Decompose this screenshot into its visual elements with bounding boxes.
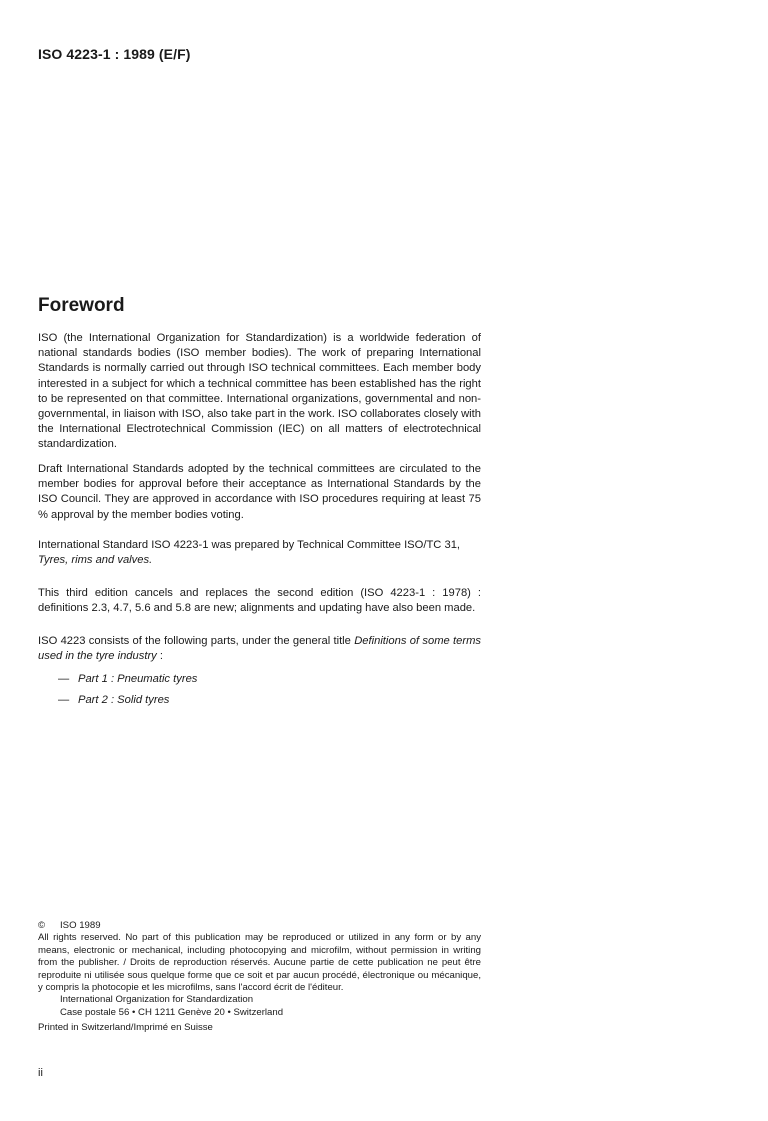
foreword-heading: Foreword xyxy=(38,295,125,316)
document-id: ISO 4223-1 : 1989 (E/F) xyxy=(38,46,191,62)
list-item xyxy=(58,690,197,711)
committee-title: Tyres, rims and valves. xyxy=(38,554,153,567)
foreword-paragraph-2: Draft International Standards adopted by the technical committees are circulated to the member bodies for approval before their acceptance as International Standards by the ISO Council. They are approved in accordance with ISO procedures requiring at least 75 % approval by the member bodies voting. xyxy=(38,463,481,521)
list-dash: — xyxy=(58,673,70,685)
foreword-paragraph-1: ISO (the International Organization for Standardization) is a worldwide federation of national standards bodies (ISO member bodies). The work of preparing International Standards is normally carried out through ISO technical committees. Each member body interested in a subject for which a technical committee has been established has the right to be represented on that committee. International organizations, governmental and non-governmental, in liaison with ISO, also take part in the work. ISO collaborates closely with the International Electrotechnical Commission (IEC) on all matters of electrotechnical standardization. xyxy=(38,332,481,451)
printed-in: Printed in Switzerland/Imprimé en Suisse xyxy=(38,1022,213,1034)
part-2-title: Part 2 : Solid tyres xyxy=(78,694,170,706)
rights-statement: All rights reserved. No part of this publication may be reproduced or utilized in any form or by any means, electronic or mechanical, including photocopying and microfilm, without permission in writing from the publisher. / Droits de reproduction réservés. Aucune partie de cette publication ne peut être reproduite ni utilisée sous quelque forme que ce soit et par aucun procédé, électronique ou mécanique, y compris la photocopie et les microfilms, sans l'accord écrit de l'éditeur. xyxy=(38,932,481,994)
foreword-paragraph-5 xyxy=(38,634,481,664)
organization-name: International Organization for Standardization xyxy=(60,994,254,1006)
parts-intro-end: : xyxy=(156,650,163,663)
page-number: ii xyxy=(38,1067,43,1079)
committee-statement: International Standard ISO 4223-1 was prepared by Technical Committee ISO/TC 31, xyxy=(38,539,461,551)
parts-list xyxy=(58,669,197,711)
organization-address: Case postale 56 • CH 1211 Genève 20 • Switzerland xyxy=(60,1006,284,1018)
copyright-block xyxy=(38,920,481,1035)
copyright-icon: © xyxy=(38,920,46,931)
general-title: Definitions of some terms used in the tyre industry xyxy=(38,635,482,663)
copyright-year: ISO 1989 xyxy=(60,920,101,931)
parts-intro: ISO 4223 consists of the following parts, under the general title xyxy=(38,635,351,647)
copyright-line xyxy=(38,920,481,932)
part-1-title: Part 1 : Pneumatic tyres xyxy=(78,673,198,685)
foreword-paragraph-4: This third edition cancels and replaces the second edition (ISO 4223-1 : 1978) : definitions 2.3, 4.7, 5.6 and 5.8 are new; alignments and updating have also been made. xyxy=(38,587,481,615)
list-dash: — xyxy=(58,694,70,706)
foreword-paragraph-3 xyxy=(38,538,481,568)
list-item xyxy=(58,669,197,690)
